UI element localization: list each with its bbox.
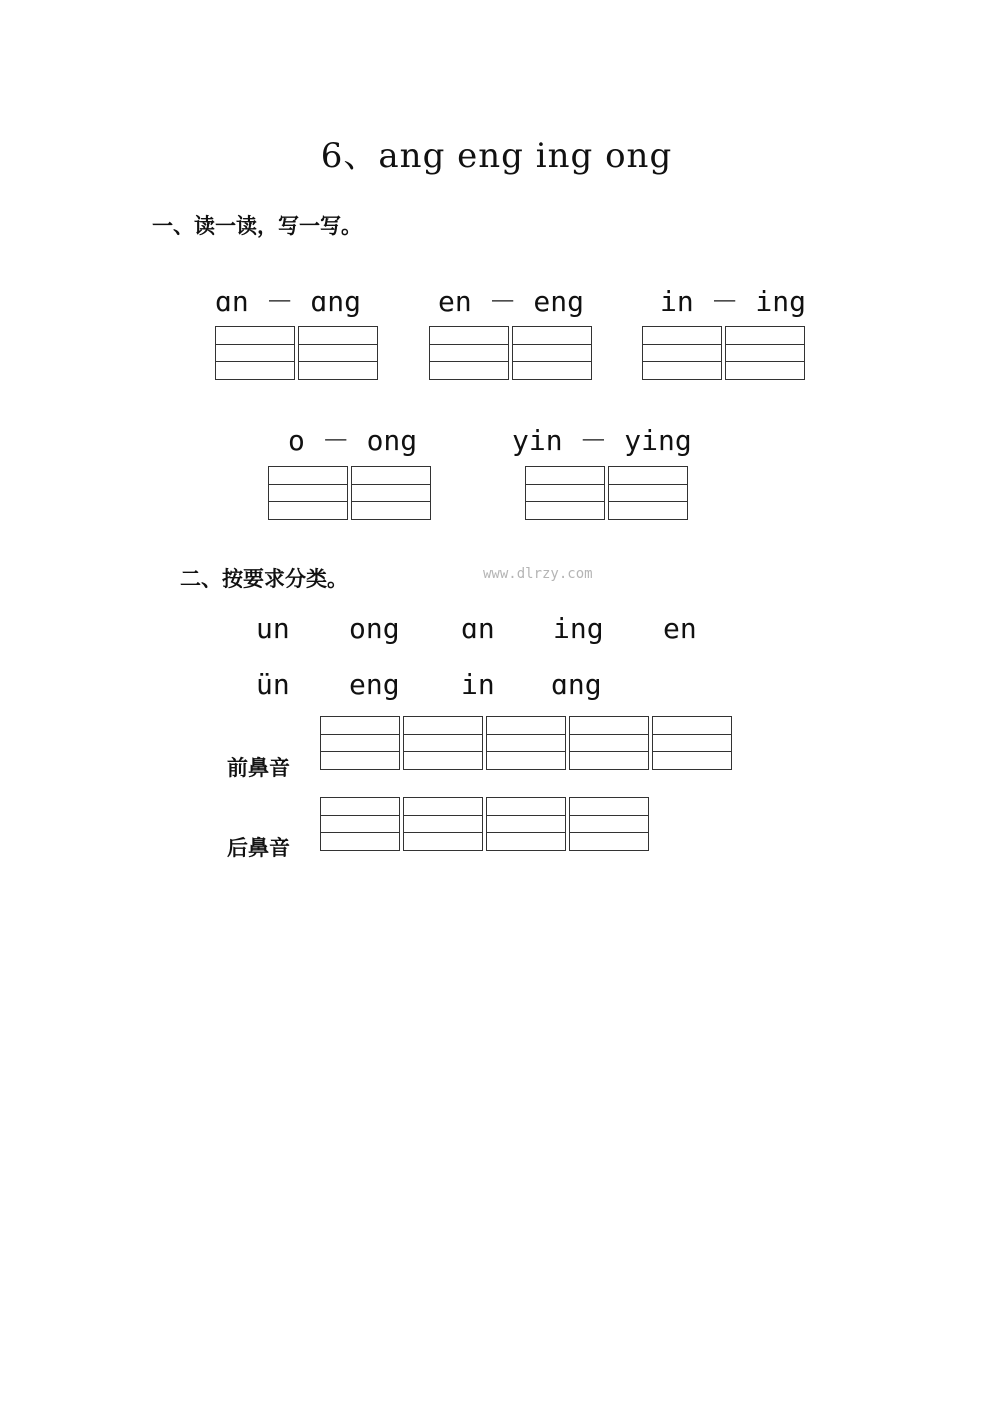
- writing-cell[interactable]: [320, 716, 400, 770]
- section-2-heading: 二、按要求分类。: [180, 567, 348, 591]
- writing-cell[interactable]: [652, 716, 732, 770]
- page-title: 6、ang eng ing ong: [320, 136, 673, 176]
- pair-yin-ying: yin － ying: [512, 424, 692, 457]
- syllable-en: en: [663, 612, 697, 645]
- writing-cell[interactable]: [525, 466, 605, 520]
- syllable-ing: ing: [553, 612, 604, 645]
- writing-cell[interactable]: [351, 466, 431, 520]
- syllable-ong: ong: [349, 612, 400, 645]
- writing-cell[interactable]: [725, 326, 805, 380]
- writing-cell[interactable]: [403, 716, 483, 770]
- syllable-in: in: [461, 668, 495, 701]
- writing-cell[interactable]: [512, 326, 592, 380]
- writing-cell[interactable]: [429, 326, 509, 380]
- writing-cell[interactable]: [215, 326, 295, 380]
- pair-en-eng: en － eng: [438, 285, 585, 318]
- back-nasal-label: 后鼻音: [227, 836, 290, 860]
- writing-cell[interactable]: [569, 716, 649, 770]
- writing-cell[interactable]: [298, 326, 378, 380]
- writing-cell[interactable]: [403, 797, 483, 851]
- writing-grid-o-ong[interactable]: [268, 466, 431, 520]
- syllable-ang: ɑng: [551, 668, 602, 701]
- writing-cell[interactable]: [486, 797, 566, 851]
- syllable-un-umlaut: ün: [256, 668, 290, 701]
- watermark: www.dlrzy.com: [483, 566, 593, 582]
- front-nasal-label: 前鼻音: [227, 756, 290, 780]
- pair-o-ong: o － ong: [288, 424, 418, 457]
- syllable-eng: eng: [349, 668, 400, 701]
- pair-an-ang: ɑn － ɑng: [215, 285, 362, 318]
- writing-grid-en-eng[interactable]: [429, 326, 592, 380]
- front-nasal-grid[interactable]: [320, 716, 732, 770]
- writing-cell[interactable]: [486, 716, 566, 770]
- writing-cell[interactable]: [608, 466, 688, 520]
- pair-in-ing: in － ing: [660, 285, 807, 318]
- syllable-an: ɑn: [461, 612, 495, 645]
- section-1-heading: 一、读一读，写一写。: [152, 214, 362, 238]
- syllable-un: un: [256, 612, 290, 645]
- writing-cell[interactable]: [268, 466, 348, 520]
- writing-grid-an-ang[interactable]: [215, 326, 378, 380]
- writing-cell[interactable]: [569, 797, 649, 851]
- back-nasal-grid[interactable]: [320, 797, 649, 851]
- writing-grid-yin-ying[interactable]: [525, 466, 688, 520]
- writing-cell[interactable]: [320, 797, 400, 851]
- writing-cell[interactable]: [642, 326, 722, 380]
- writing-grid-in-ing[interactable]: [642, 326, 805, 380]
